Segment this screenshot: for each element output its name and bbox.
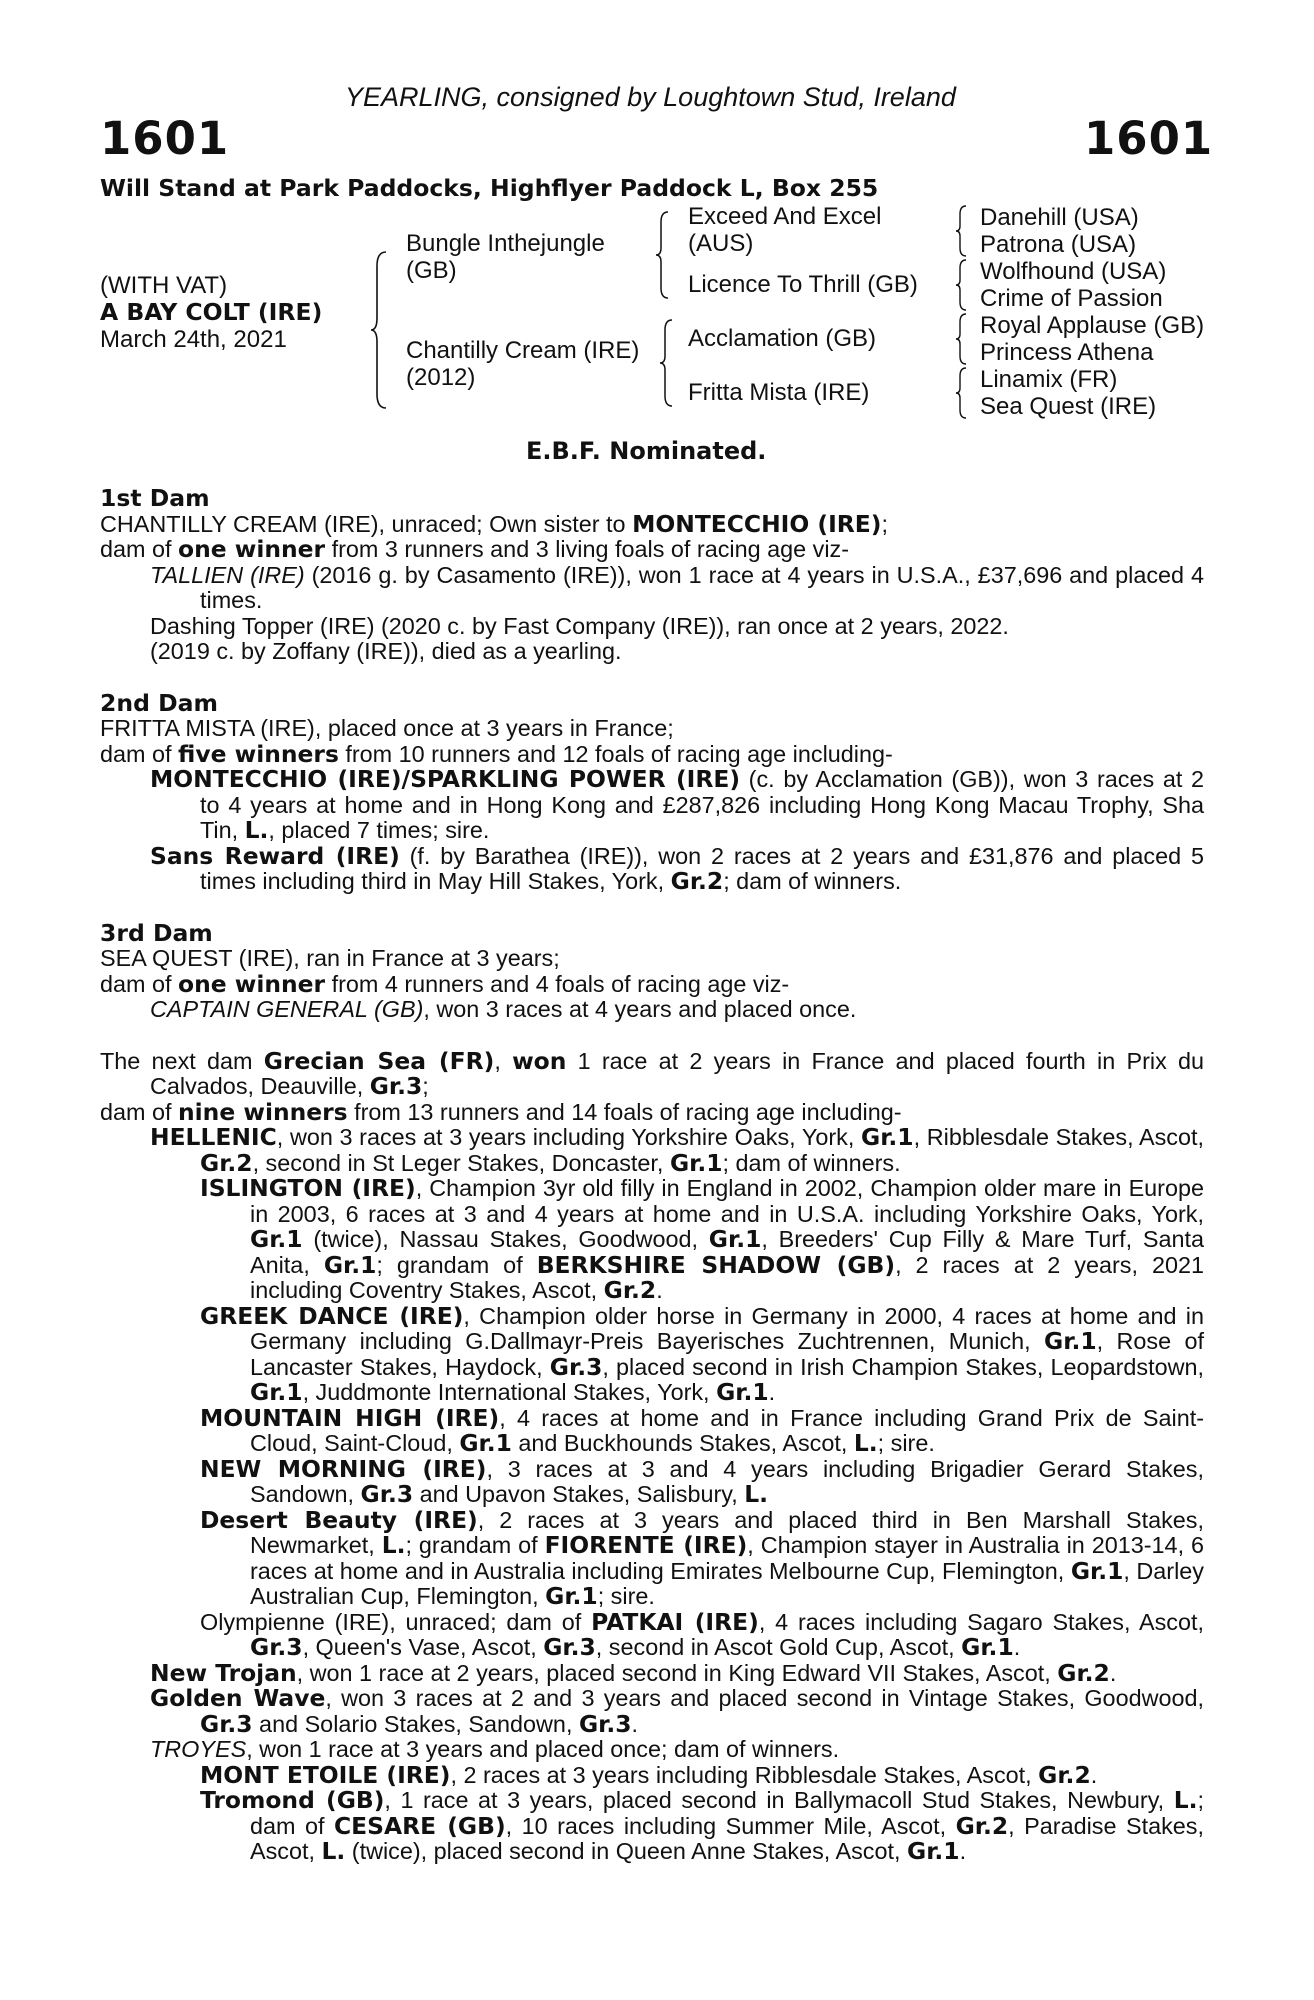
second-dam-line: FRITTA MISTA (IRE), placed once at 3 years in France; bbox=[100, 715, 674, 741]
pedigree-notes bbox=[100, 486, 1204, 1865]
horse-name: A BAY COLT (IRE) bbox=[100, 298, 323, 326]
next-dam-produce-summary: dam of nine winners from 13 runners and 14 foals of racing age including- bbox=[100, 1097, 902, 1126]
progeny-islington: ISLINGTON (IRE), Champion 3yr old filly in England in 2002, Champion older mare in Europe in 2003, 6 races at 3 and 4 years at home and in U.S.A. including Yorkshire Oaks, York, Gr.1 (twice), Nassau Stakes, Goodwood, Gr.1, Breeders' Cup Filly & Mare Turf, Santa Anita, Gr.1; grandam of BERKSHIRE SHADOW (GB), 2 races at 2 years, 2021 including Coventry Stakes, Ascot, Gr.2. bbox=[200, 1174, 1204, 1304]
progeny-mont-etoile: MONT ETOILE (IRE), 2 races at 3 years including Ribblesdale Stakes, Ascot, Gr.2. bbox=[200, 1760, 1098, 1789]
third-dam-line: SEA QUEST (IRE), ran in France at 3 years; bbox=[100, 945, 560, 971]
stand-location: Will Stand at Park Paddocks, Highflyer Paddock L, Box 255 bbox=[100, 174, 879, 202]
progeny-golden-wave: Golden Wave, won 3 races at 2 and 3 years and placed second in Vintage Stakes, Goodwood, Gr.3 and Solario Stakes, Sandown, Gr.3. bbox=[150, 1684, 1204, 1738]
progeny-olympienne: Olympienne (IRE), unraced; dam of PATKAI (IRE), 4 races including Sagaro Stakes, Ascot, Gr.3, Queen's Vase, Ascot, Gr.3, second in Ascot Gold Cup, Ascot, Gr.1. bbox=[200, 1607, 1204, 1661]
dam-dam: Fritta Mista (IRE) bbox=[688, 379, 870, 406]
brace-main bbox=[368, 250, 390, 410]
ebf-nomination: E.B.F. Nominated. bbox=[526, 437, 767, 465]
sire-sire-name: Exceed And Excel bbox=[688, 203, 882, 230]
progeny-troyes: TROYES, won 1 race at 3 years and placed once; dam of winners. bbox=[150, 1736, 840, 1762]
progeny-new-trojan: New Trojan, won 1 race at 2 years, placed second in King Edward VII Stakes, Ascot, Gr.2. bbox=[150, 1658, 1117, 1687]
sire-sire-country: (AUS) bbox=[688, 230, 754, 257]
sire-name: Bungle Inthejungle bbox=[406, 230, 605, 257]
brace-dam bbox=[658, 318, 676, 408]
brace-g78 bbox=[954, 366, 970, 420]
dam-year: (2012) bbox=[406, 364, 476, 391]
grandsire-3: Wolfhound (USA) bbox=[980, 258, 1167, 285]
first-dam-heading: 1st Dam bbox=[100, 484, 210, 512]
progeny-greek-dance: GREEK DANCE (IRE), Champion older horse in Germany in 2000, 4 races at home and in Germany including G.Dallmayr-Preis Bayerisches Zuchtrennen, Munich, Gr.1, Rose of Lancaster Stakes, Haydock, Gr.3, placed second in Irish Champion Stakes, Leopardstown, Gr.1, Juddmonte International Stakes, York, Gr.1. bbox=[200, 1301, 1204, 1406]
progeny-tallien: TALLIEN (IRE) (2016 g. by Casamento (IRE)), won 1 race at 4 years in U.S.A., £37,696 and placed 4 times. bbox=[150, 561, 1204, 613]
lot-number-left: 1601 bbox=[100, 112, 230, 165]
next-dam-line: The next dam Grecian Sea (FR), won 1 race at 2 years in France and placed fourth in Prix du Calvados, Deauville, Gr.3; bbox=[100, 1046, 1205, 1100]
granddam-6: Princess Athena bbox=[980, 339, 1154, 366]
progeny-captain-general: CAPTAIN GENERAL (GB), won 3 races at 4 years and placed once. bbox=[150, 996, 857, 1022]
progeny-sans-reward: Sans Reward (IRE) (f. by Barathea (IRE)), won 2 races at 2 years and £31,876 and placed 5 times including third in May Hill Stakes, York, Gr.2; dam of winners. bbox=[150, 841, 1204, 895]
sire-dam: Licence To Thrill (GB) bbox=[688, 271, 918, 298]
progeny-hellenic: HELLENIC, won 3 races at 3 years including Yorkshire Oaks, York, Gr.1, Ribblesdale Stakes, Ascot, Gr.2, second in St Leger Stakes, Doncaster, Gr.1; dam of winners. bbox=[150, 1123, 1204, 1177]
third-dam-heading: 3rd Dam bbox=[100, 918, 213, 947]
foaling-date: March 24th, 2021 bbox=[100, 326, 287, 353]
progeny-mountain-high: MOUNTAIN HIGH (IRE), 4 races at home and in France including Grand Prix de Saint-Cloud, Saint-Cloud, Gr.1 and Buckhounds Stakes, Ascot, L.; sire. bbox=[200, 1403, 1204, 1457]
dam-sire: Acclamation (GB) bbox=[688, 325, 877, 352]
progeny-tromond: Tromond (GB), 1 race at 3 years, placed second in Ballymacoll Stud Stakes, Newbury, L.; dam of CESARE (GB), 10 races including Summer Mile, Ascot, Gr.2, Paradise Stakes, Ascot, L. (twice), placed second in Queen Anne Stakes, Ascot, Gr.1. bbox=[200, 1786, 1204, 1865]
progeny-desert-beauty: Desert Beauty (IRE), 2 races at 3 years and placed third in Ben Marshall Stakes, Newmarket, L.; grandam of FIORENTE (IRE), Champion stayer in Australia in 2013-14, 6 races at home and in Australia including Emirates Melbourne Cup, Flemington, Gr.1, Darley Australian Cup, Flemington, Gr.1; sire. bbox=[200, 1505, 1204, 1610]
first-dam-line: CHANTILLY CREAM (IRE), unraced; Own sister to MONTECCHIO (IRE); bbox=[100, 509, 888, 538]
consignment-line: YEARLING, consigned by Loughtown Stud, Ireland bbox=[345, 82, 956, 112]
first-dam-produce-summary: dam of one winner from 3 runners and 3 living foals of racing age viz- bbox=[100, 535, 850, 563]
lot-number-right: 1601 bbox=[1084, 112, 1214, 165]
grandsire-1: Danehill (USA) bbox=[980, 204, 1139, 231]
second-dam-produce-summary: dam of five winners from 10 runners and 12 foals of racing age including- bbox=[100, 739, 893, 768]
third-dam-produce-summary: dam of one winner from 4 runners and 4 foals of racing age viz- bbox=[100, 969, 790, 998]
second-dam-heading: 2nd Dam bbox=[100, 688, 218, 717]
dam-name: Chantilly Cream (IRE) bbox=[406, 337, 640, 364]
progeny-new-morning: NEW MORNING (IRE), 3 races at 3 and 4 years including Brigadier Gerard Stakes, Sandown, Gr.3 and Upavon Stakes, Salisbury, L. bbox=[200, 1454, 1204, 1508]
progeny-dashing-topper: Dashing Topper (IRE) (2020 c. by Fast Company (IRE)), ran once at 2 years, 2022. bbox=[150, 612, 1009, 639]
granddam-2: Patrona (USA) bbox=[980, 231, 1137, 258]
granddam-8: Sea Quest (IRE) bbox=[980, 393, 1157, 420]
grandsire-7: Linamix (FR) bbox=[980, 366, 1118, 393]
brace-sire bbox=[654, 210, 672, 300]
vat-note: (WITH VAT) bbox=[100, 272, 228, 299]
sire-country: (GB) bbox=[406, 257, 457, 284]
grandsire-5: Royal Applause (GB) bbox=[980, 312, 1205, 339]
brace-g56 bbox=[954, 312, 970, 366]
granddam-4: Crime of Passion bbox=[980, 285, 1163, 312]
brace-g34 bbox=[954, 258, 970, 312]
brace-g12 bbox=[954, 204, 970, 258]
progeny-montecchio: MONTECCHIO (IRE)/SPARKLING POWER (IRE) (c. by Acclamation (GB)), won 3 races at 2 to 4 years at home and in Hong Kong and £287,826 including Hong Kong Macau Trophy, Sha Tin, L., placed 7 times; sire. bbox=[150, 765, 1204, 844]
progeny-2019-colt: (2019 c. by Zoffany (IRE)), died as a yearling. bbox=[150, 638, 622, 664]
